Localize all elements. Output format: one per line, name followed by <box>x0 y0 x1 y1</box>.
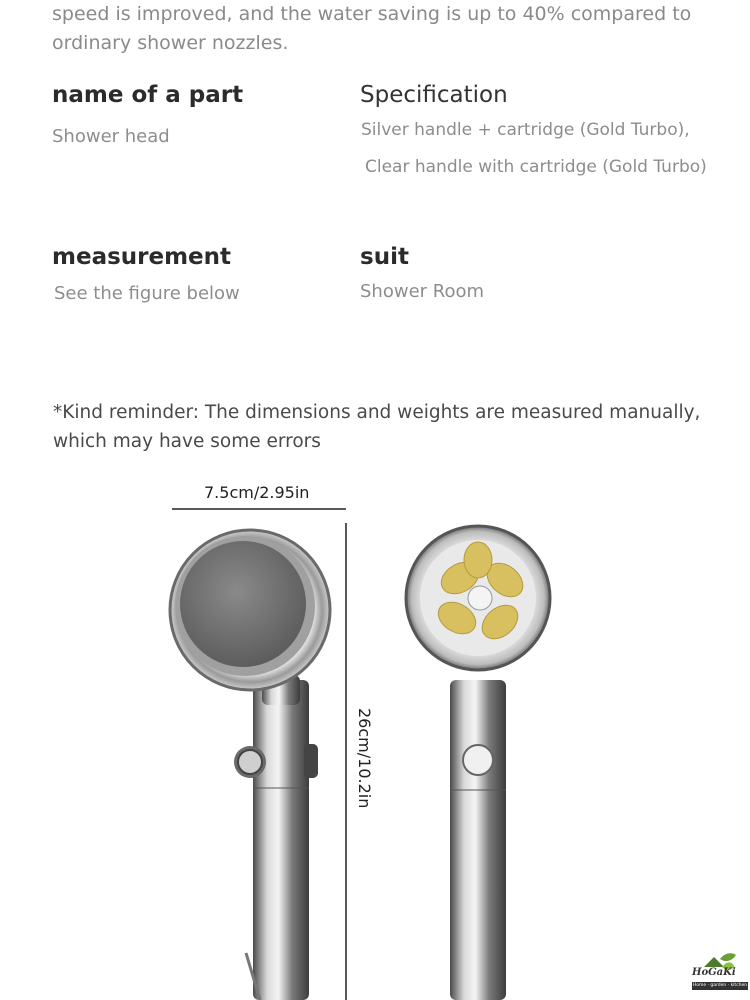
shower-head-silver <box>170 530 330 1000</box>
brand-logo <box>690 945 750 1000</box>
kind-reminder: *Kind reminder: The dimensions and weights are measured manually, which may have some errors <box>53 402 701 452</box>
measurement-value: See the figure below <box>54 283 240 304</box>
suit-value: Shower Room <box>360 281 485 302</box>
specification-line2: Clear handle with cartridge (Gold Turbo) <box>365 157 707 177</box>
logo-tagline: Home · garden · kitchen <box>692 983 748 988</box>
shower-head-clear <box>406 526 550 1000</box>
height-dimension-label: 26cm/10.2in <box>355 708 374 809</box>
specification-heading: Specification <box>360 82 508 108</box>
intro-text: speed is improved, and the water saving is up to 40% compared to ordinary shower nozzles. <box>52 3 692 54</box>
suit-heading: suit <box>360 244 409 270</box>
part-value: Shower head <box>52 126 170 147</box>
logo-name: HoGaKi <box>692 967 736 978</box>
width-dimension-label: 7.5cm/2.95in <box>204 483 310 502</box>
part-heading: name of a part <box>52 82 244 108</box>
measurement-heading: measurement <box>52 244 232 270</box>
specification-line1: Silver handle + cartridge (Gold Turbo), <box>361 120 690 140</box>
